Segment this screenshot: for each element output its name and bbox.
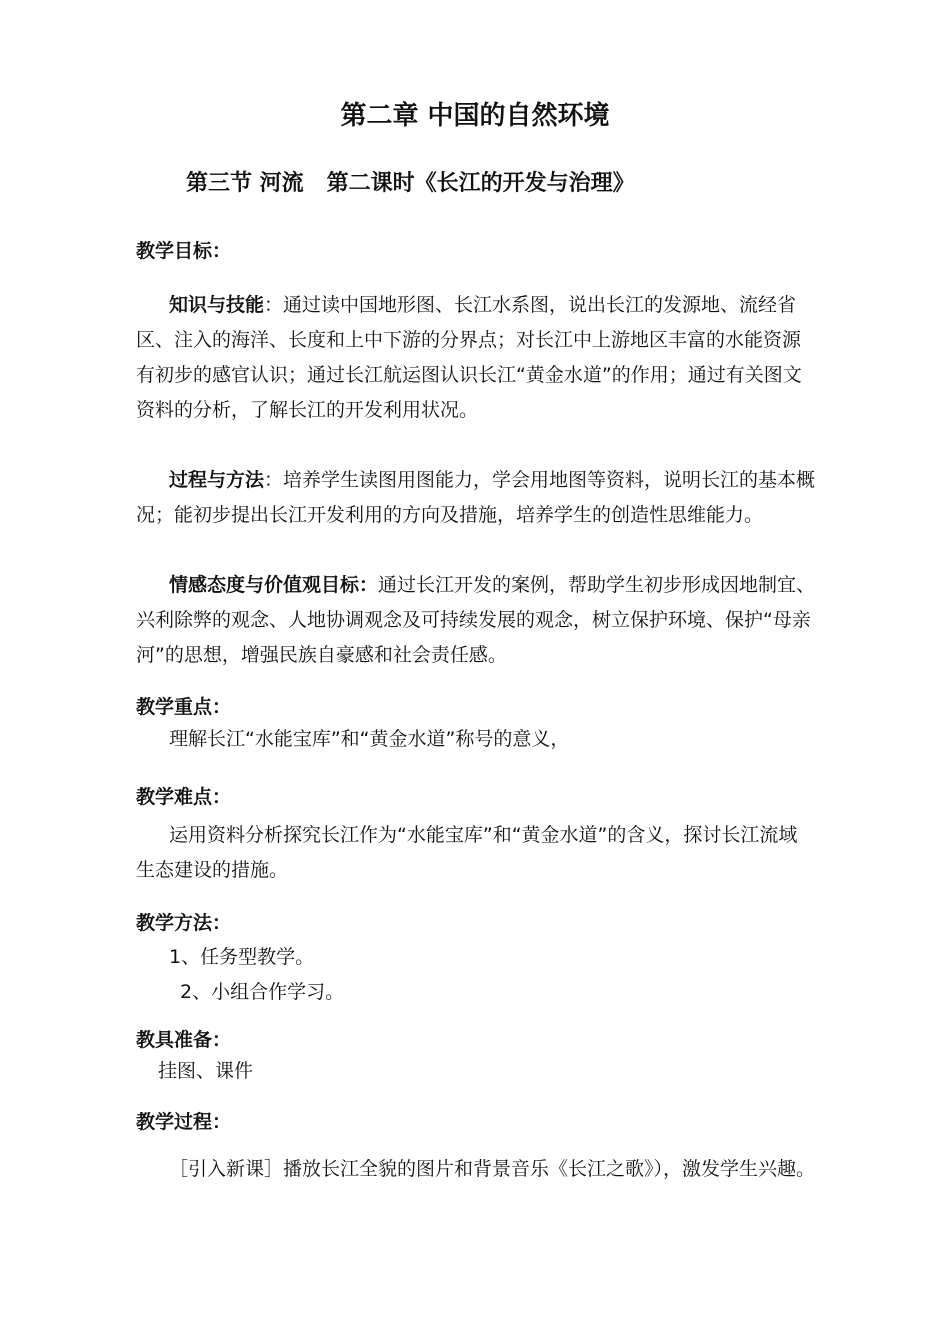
tools-heading: 教具准备： — [136, 1029, 232, 1051]
process-methods-text: ：培养学生读图用图能力，学会用地图等资料，说明长江的基本概况；能初步提出长江开发利用的方向及措施，培养学生的创造性思维能力。 — [136, 469, 816, 526]
chapter-title: 第二章 中国的自然环境 — [340, 101, 610, 131]
knowledge-skills-paragraph — [136, 288, 816, 428]
difficulties-heading: 教学难点： — [136, 786, 232, 808]
methods-heading: 教学方法： — [136, 912, 232, 934]
teaching-process-heading: 教学过程： — [136, 1111, 232, 1133]
method-item-1: 1、任务型教学。 — [169, 946, 315, 968]
key-points-text: 理解长江“水能宝库”和“黄金水道”称号的意义， — [169, 728, 570, 750]
difficulties-text: 运用资料分析探究长江作为“水能宝库”和“黄金水道”的含义，探讨长江流域生态建设的措施。 — [136, 824, 798, 881]
process-methods-label: 过程与方法 — [169, 469, 265, 491]
teaching-process-text: ［引入新课］播放长江全貌的图片和背景音乐《长江之歌》），激发学生兴趣。 — [169, 1158, 816, 1180]
emotion-values-label: 情感态度与价值观目标： — [169, 574, 379, 596]
lesson-subtitle: 第三节 河流 第二课时《长江的开发与治理》 — [186, 171, 635, 196]
process-methods-paragraph — [136, 463, 816, 533]
emotion-values-paragraph — [136, 568, 816, 673]
emotion-values-text: 通过长江开发的案例，帮助学生初步形成因地制宜、兴利除弊的观念、人地协调观念及可持续发展的观念，树立保护环境、保护“母亲河”的思想，增强民族自豪感和社会责任感。 — [136, 574, 816, 666]
key-points-heading: 教学重点： — [136, 696, 232, 718]
tools-text: 挂图、课件 — [158, 1060, 254, 1082]
objectives-heading: 教学目标： — [136, 240, 232, 262]
method-item-2: 2、小组合作学习。 — [180, 981, 345, 1003]
knowledge-skills-label: 知识与技能 — [169, 294, 265, 316]
knowledge-skills-text: ：通过读中国地形图、长江水系图，说出长江的发源地、流经省区、注入的海洋、长度和上中下游的分界点；对长江中上游地区丰富的水能资源有初步的感官认识；通过长江航运图认识长江“黄金水道”的作用；通过有关图文资料的分析，了解长江的开发利用状况。 — [136, 294, 802, 421]
